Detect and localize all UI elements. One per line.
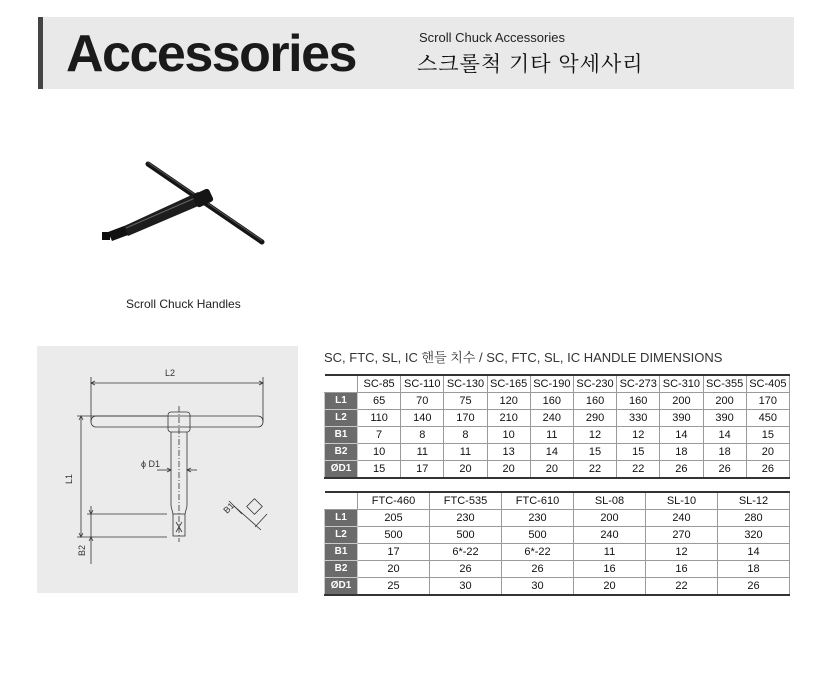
table-cell: 200 [703,393,746,410]
table-cell: 75 [444,393,487,410]
table-cell: 390 [703,410,746,427]
table-row [325,578,790,596]
label-b2: B2 [77,544,87,556]
table-cell: 160 [530,393,573,410]
row-header: L2 [325,527,358,544]
column-header: SL-12 [718,492,790,510]
page-header [38,17,794,89]
table-cell: 22 [573,461,616,479]
table-cell: 16 [574,561,646,578]
table-cell: 12 [646,544,718,561]
page-title: Accessories [66,25,356,83]
table-cell: 240 [646,510,718,527]
column-header: FTC-535 [430,492,502,510]
chuck-handle-image [98,156,276,252]
page-subtitle-en: Scroll Chuck Accessories [419,30,565,45]
table-cell: 160 [617,393,660,410]
column-header: SC-405 [746,375,789,393]
dimensions-title: SC, FTC, SL, IC 핸들 치수 / SC, FTC, SL, IC HANDLE DIMENSIONS [324,350,723,365]
table-cell: 120 [487,393,530,410]
column-header: SC-273 [617,375,660,393]
table-cell: 13 [487,444,530,461]
table-cell: 25 [358,578,430,596]
table-cell: 15 [617,444,660,461]
table-cell: 11 [530,427,573,444]
label-d1: ϕ D1 [141,459,161,469]
table-cell: 20 [574,578,646,596]
table-cell: 22 [646,578,718,596]
table-cell: 22 [617,461,660,479]
row-header: ØD1 [325,461,358,479]
table-row [325,544,790,561]
table-cell: 30 [430,578,502,596]
table-cell: 500 [430,527,502,544]
table-cell: 500 [502,527,574,544]
table-cell: 14 [660,427,703,444]
row-header: B1 [325,544,358,561]
table-cell: 26 [430,561,502,578]
table-cell: 230 [430,510,502,527]
table-cell: 10 [487,427,530,444]
table-cell: 18 [718,561,790,578]
table-cell: 320 [718,527,790,544]
table-cell: 140 [401,410,444,427]
table-cell: 26 [502,561,574,578]
table-cell: 20 [487,461,530,479]
table-row [325,527,790,544]
table-cell: 26 [703,461,746,479]
column-header: SC-165 [487,375,530,393]
row-header: L1 [325,393,358,410]
table-cell: 170 [746,393,789,410]
table-cell: 20 [530,461,573,479]
table-cell: 15 [358,461,401,479]
column-header: SC-190 [530,375,573,393]
column-header: SC-310 [660,375,703,393]
column-header: SC-85 [358,375,401,393]
table-cell: 14 [718,544,790,561]
table-cell: 230 [502,510,574,527]
table-cell: 240 [530,410,573,427]
table-cell: 210 [487,410,530,427]
table-corner-cell [325,375,358,393]
table-row [325,427,790,444]
table-row [325,461,790,479]
column-header: SC-230 [573,375,616,393]
table-cell: 11 [401,444,444,461]
row-header: L1 [325,510,358,527]
table-cell: 8 [401,427,444,444]
column-header: SC-355 [703,375,746,393]
table-cell: 26 [718,578,790,596]
table-cell: 70 [401,393,444,410]
table-cell: 30 [502,578,574,596]
sc-dimensions-table [324,374,790,479]
table-cell: 12 [617,427,660,444]
table-row [325,561,790,578]
table-cell: 12 [573,427,616,444]
table-cell: 18 [660,444,703,461]
table-cell: 20 [444,461,487,479]
table-cell: 8 [444,427,487,444]
table-cell: 290 [573,410,616,427]
label-l1: L1 [64,473,74,484]
table-cell: 160 [573,393,616,410]
product-caption: Scroll Chuck Handles [126,297,241,311]
table-cell: 15 [746,427,789,444]
label-b1: B1 [221,500,237,516]
column-header: SC-110 [401,375,444,393]
table-cell: 270 [646,527,718,544]
row-header: B2 [325,561,358,578]
label-l2: L2 [165,368,176,378]
table-cell: 26 [746,461,789,479]
table-cell: 65 [358,393,401,410]
table-cell: 16 [646,561,718,578]
table-cell: 11 [574,544,646,561]
table-row [325,444,790,461]
table-cell: 14 [530,444,573,461]
page-subtitle-ko: 스크롤척 기타 악세사리 [417,53,644,76]
table-row [325,510,790,527]
table-cell: 110 [358,410,401,427]
table-cell: 390 [660,410,703,427]
table-header-row [325,492,790,510]
table-cell: 11 [444,444,487,461]
header-accent-bar [38,17,43,89]
table-cell: 20 [358,561,430,578]
ftc-sl-dimensions-table [324,491,790,596]
column-header: SC-130 [444,375,487,393]
table-cell: 450 [746,410,789,427]
table-cell: 17 [401,461,444,479]
row-header: B1 [325,427,358,444]
table-cell: 10 [358,444,401,461]
table-cell: 6*-22 [502,544,574,561]
table-cell: 200 [574,510,646,527]
handle-drawing [37,346,298,593]
column-header: SL-10 [646,492,718,510]
table-cell: 330 [617,410,660,427]
table-cell: 7 [358,427,401,444]
table-cell: 500 [358,527,430,544]
table-cell: 205 [358,510,430,527]
table-cell: 15 [573,444,616,461]
table-cell: 20 [746,444,789,461]
row-header: B2 [325,444,358,461]
table-cell: 170 [444,410,487,427]
column-header: FTC-460 [358,492,430,510]
column-header: FTC-610 [502,492,574,510]
row-header: ØD1 [325,578,358,596]
table-header-row [325,375,790,393]
table-cell: 18 [703,444,746,461]
row-header: L2 [325,410,358,427]
table-cell: 280 [718,510,790,527]
table-cell: 26 [660,461,703,479]
table-corner-cell [325,492,358,510]
table-row [325,410,790,427]
table-cell: 200 [660,393,703,410]
table-cell: 17 [358,544,430,561]
table-cell: 14 [703,427,746,444]
table-cell: 6*-22 [430,544,502,561]
table-row [325,393,790,410]
handle-dimension-drawing [37,346,298,593]
table-cell: 240 [574,527,646,544]
column-header: SL-08 [574,492,646,510]
